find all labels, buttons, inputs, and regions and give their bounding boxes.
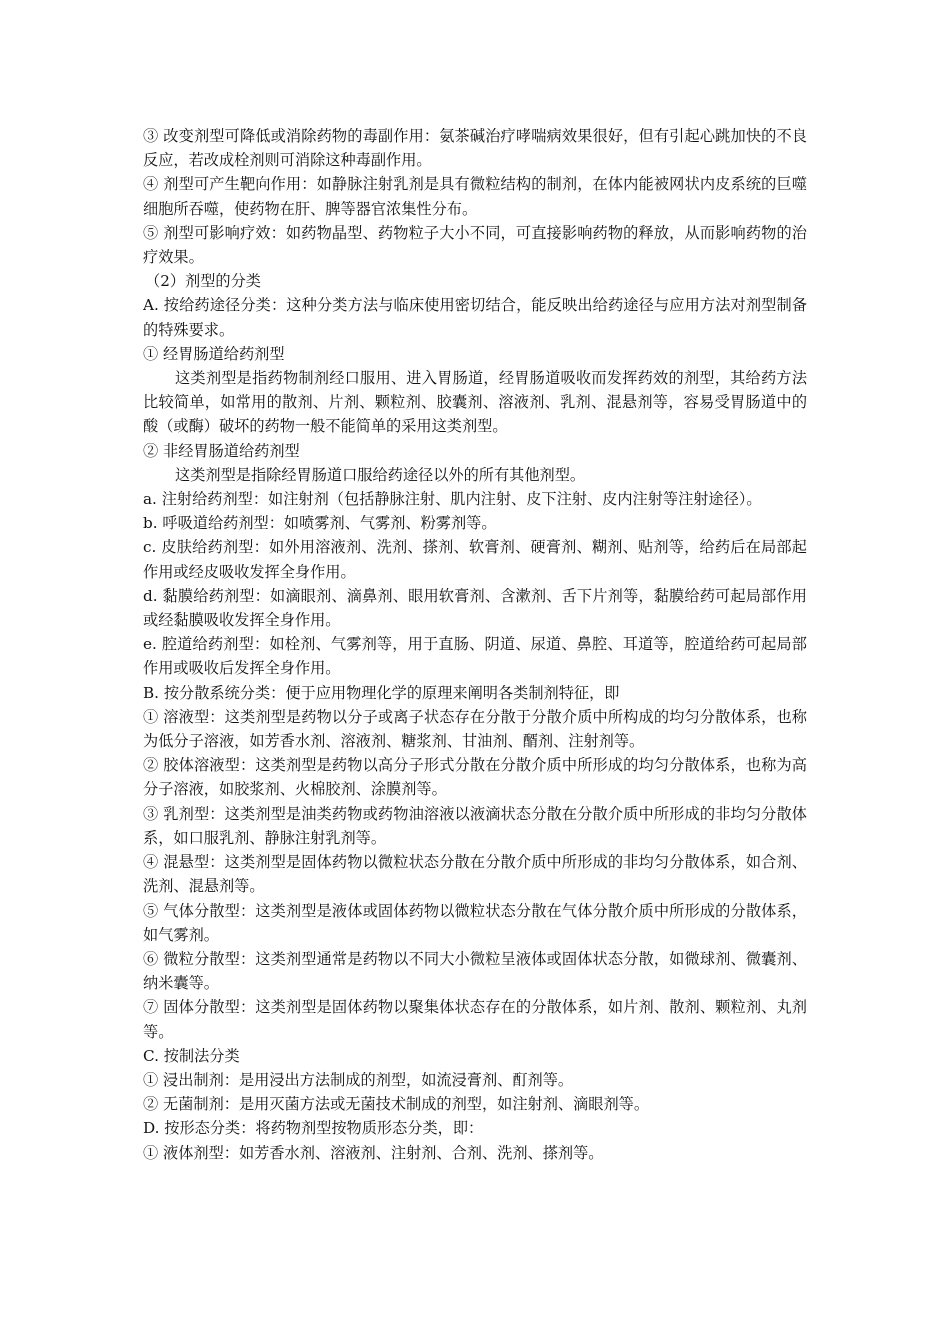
list-item-gas-dispersion: ⑤ 气体分散型：这类剂型是液体或固体药物以微粒状态分散在气体分散介质中所形成的分散体系，如气雾剂。 (143, 901, 807, 944)
paragraph-form-classification: D. 按形态分类：将药物剂型按物质形态分类，即： (143, 1119, 484, 1138)
list-item-liquid: ① 液体剂型：如芳香水剂、溶液剂、注射剂、合剂、洗剂、搽剂等。 (143, 1143, 604, 1162)
list-item-cavity: e. 腔道给药剂型：如栓剂、气雾剂等，用于直肠、阴道、尿道、鼻腔、耳道等，腔道给药可起局部作用或吸收后发挥全身作用。 (143, 635, 807, 678)
list-item-colloid: ② 胶体溶液型：这类剂型是药物以高分子形式分散在分散介质中所形成的均匀分散体系，也称为高分子溶液，如胶浆剂、火棉胶剂、涂膜剂等。 (143, 756, 807, 799)
subheading-non-gi-route: ② 非经胃肠道给药剂型 (143, 441, 300, 460)
paragraph-method-classification: C. 按制法分类 (143, 1046, 240, 1065)
list-item-extraction: ① 浸出制剂：是用浸出方法制成的剂型，如流浸膏剂、酊剂等。 (143, 1070, 574, 1089)
subheading-gi-route: ① 经胃肠道给药剂型 (143, 344, 285, 363)
paragraph-gi-route-desc: 这类剂型是指药物制剂经口服用、进入胃肠道，经胃肠道吸收而发挥药效的剂型，其给药方法比较简单，如常用的散剂、片剂、颗粒剂、胶囊剂、溶液剂、乳剂、混悬剂等，容易受胃肠道中的酸（或酶）破坏的药物一般不能简单的采用这类剂型。 (143, 369, 807, 436)
paragraph-dispersion-classification: B. 按分散系统分类：便于应用物理化学的原理来阐明各类制剂特征，即 (143, 683, 620, 702)
section-heading-classification: （2）剂型的分类 (145, 272, 261, 291)
paragraph-efficacy: ⑤ 剂型可影响疗效：如药物晶型、药物粒子大小不同，可直接影响药物的释放，从而影响药物的治疗效果。 (143, 223, 807, 267)
paragraph-non-gi-route-desc: 这类剂型是指除经胃肠道口服给药途径以外的所有其他剂型。 (175, 465, 586, 484)
list-item-mucosa: d. 黏膜给药剂型：如滴眼剂、滴鼻剂、眼用软膏剂、含漱剂、舌下片剂等，黏膜给药可起局部作用或经黏膜吸收发挥全身作用。 (143, 586, 807, 630)
list-item-injection: a. 注射给药剂型：如注射剂（包括静脉注射、肌内注射、皮下注射、皮内注射等注射途径）。 (143, 490, 762, 509)
paragraph-route-classification: A. 按给药途径分类：这种分类方法与临床使用密切结合，能反映出给药途径与应用方法对剂型制备的特殊要求。 (143, 296, 807, 339)
list-item-particle-dispersion: ⑥ 微粒分散型：这类剂型通常是药物以不同大小微粒呈液体或固体状态分散，如微球剂、微囊剂、纳米囊等。 (143, 949, 807, 993)
document-body (143, 124, 807, 1165)
list-item-skin: c. 皮肤给药剂型：如外用溶液剂、洗剂、搽剂、软膏剂、硬膏剂、糊剂、贴剂等，给药后在局部起作用或经皮吸收发挥全身作用。 (143, 538, 807, 581)
paragraph-targeting: ④ 剂型可产生靶向作用：如静脉注射乳剂是具有微粒结构的制剂，在体内能被网状内皮系统的巨噬细胞所吞噬，使药物在肝、脾等器官浓集性分布。 (143, 175, 807, 218)
list-item-solid-dispersion: ⑦ 固体分散型：这类剂型是固体药物以聚集体状态存在的分散体系，如片剂、散剂、颗粒剂、丸剂等。 (143, 998, 807, 1041)
list-item-sterile: ② 无菌制剂：是用灭菌方法或无菌技术制成的剂型，如注射剂、滴眼剂等。 (143, 1095, 650, 1114)
list-item-emulsion: ③ 乳剂型：这类剂型是油类药物或药物油溶液以液滴状态分散在分散介质中所形成的非均匀分散体系，如口服乳剂、静脉注射乳剂等。 (143, 804, 807, 847)
paragraph-toxicity: ③ 改变剂型可降低或消除药物的毒副作用：氨茶碱治疗哮喘病效果很好，但有引起心跳加快的不良反应，若改成栓剂则可消除这种毒副作用。 (143, 127, 807, 170)
list-item-solution: ① 溶液型：这类剂型是药物以分子或离子状态存在分散于分散介质中所构成的均匀分散体系，也称为低分子溶液，如芳香水剂、溶液剂、糖浆剂、甘油剂、醑剂、注射剂等。 (143, 707, 807, 751)
list-item-suspension: ④ 混悬型：这类剂型是固体药物以微粒状态分散在分散介质中所形成的非均匀分散体系，如合剂、洗剂、混悬剂等。 (143, 853, 807, 896)
list-item-respiratory: b. 呼吸道给药剂型：如喷雾剂、气雾剂、粉雾剂等。 (143, 514, 497, 533)
